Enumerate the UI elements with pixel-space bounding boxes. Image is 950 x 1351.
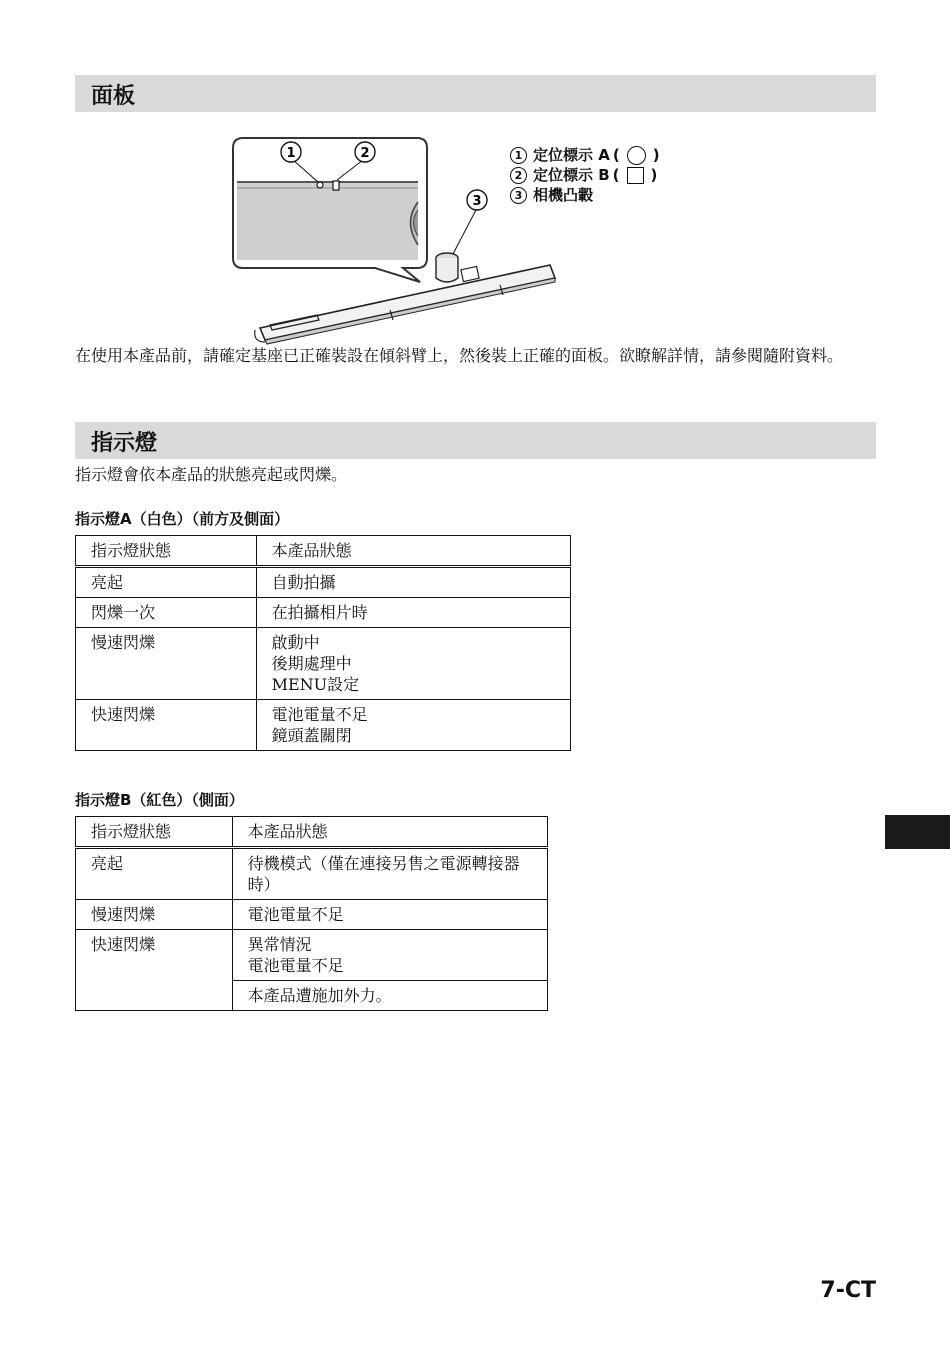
status-line: 電池電量不足 <box>271 705 368 724</box>
svg-text:2: 2 <box>360 146 370 161</box>
status-line: 鏡頭蓋關閉 <box>271 726 352 745</box>
indicator-b-table <box>75 816 548 1011</box>
state-cell: 閃爍一次 <box>76 598 257 628</box>
status-cell <box>256 628 570 700</box>
panel-instructions: 在使用本產品前，請確定基座已正確裝設在傾斜臂上，然後裝上正確的面板。欲瞭解詳情，請參閱隨附資料。 <box>75 346 844 365</box>
state-cell: 亮起 <box>76 567 257 598</box>
status-cell <box>232 930 547 981</box>
section-title: 指示燈 <box>91 431 158 456</box>
legend-label: 相機凸轂 <box>533 186 594 204</box>
header-cell: 指示燈狀態 <box>76 536 257 567</box>
section-header-panel <box>75 75 876 112</box>
table-row <box>76 700 571 751</box>
svg-text:1: 1 <box>286 146 296 161</box>
status-cell <box>256 598 570 628</box>
status-line: 啟動中 <box>271 633 320 652</box>
mark-b-square <box>333 181 339 190</box>
mark-a-circle <box>317 182 323 188</box>
legend-number: 1 <box>510 147 527 164</box>
legend-item <box>510 185 663 205</box>
section-title: 面板 <box>91 84 136 109</box>
status-line: 電池電量不足 <box>247 905 344 924</box>
legend-label: 定位標示 A <box>533 146 610 164</box>
status-cell <box>232 900 547 930</box>
table-row <box>76 900 548 930</box>
status-line: 後期處理中 <box>271 654 352 673</box>
state-cell: 快速閃爍 <box>76 930 233 1011</box>
table-header-row <box>76 536 571 567</box>
table-a-caption: 指示燈A（白色）（前方及側面） <box>75 510 290 528</box>
circle-symbol-icon <box>627 146 646 165</box>
table-b-caption: 指示燈B（紅色）（側面） <box>75 791 244 809</box>
status-cell <box>232 848 547 900</box>
status-cell <box>256 567 570 598</box>
status-line: 本產品遭施加外力。 <box>247 986 392 1005</box>
status-line: 在拍攝相片時 <box>271 603 368 622</box>
paren-close: ) <box>652 146 660 164</box>
legend-label: 定位標示 B <box>533 166 610 184</box>
legend-item <box>510 165 663 185</box>
legend-number: 2 <box>510 167 527 184</box>
header-cell: 指示燈狀態 <box>76 817 233 848</box>
table-header-row <box>76 817 548 848</box>
chapter-thumb-tab <box>885 815 950 849</box>
header-cell: 本產品狀態 <box>232 817 547 848</box>
status-line: MENU設定 <box>271 675 360 694</box>
table-row <box>76 567 571 598</box>
table-row <box>76 628 571 700</box>
paren-close: ) <box>650 166 658 184</box>
table-row <box>76 848 548 900</box>
header-cell: 本產品狀態 <box>256 536 570 567</box>
indicator-intro: 指示燈會依本產品的狀態亮起或閃爍。 <box>75 465 348 484</box>
status-line: 電池電量不足 <box>247 956 344 975</box>
zoom-panel-surface <box>237 182 418 260</box>
status-cell <box>232 981 547 1011</box>
status-line: 自動拍攝 <box>271 573 336 592</box>
square-symbol-icon <box>627 167 644 184</box>
svg-text:3: 3 <box>472 194 482 209</box>
state-cell: 慢速閃爍 <box>76 628 257 700</box>
legend-number: 3 <box>510 187 527 204</box>
status-cell <box>256 700 570 751</box>
state-cell: 快速閃爍 <box>76 700 257 751</box>
table-row <box>76 930 548 981</box>
paren-open: ( <box>612 166 620 184</box>
page-number: 7-CT <box>820 1278 876 1303</box>
status-line: 待機模式（僅在連接另售之電源轉接器時） <box>247 854 520 894</box>
indicator-a-table <box>75 535 571 751</box>
diagram-legend <box>510 145 663 205</box>
state-cell: 慢速閃爍 <box>76 900 233 930</box>
paren-open: ( <box>612 146 620 164</box>
state-cell: 亮起 <box>76 848 233 900</box>
table-row <box>76 598 571 628</box>
section-header-indicator <box>75 422 876 459</box>
status-line: 異常情況 <box>247 935 312 954</box>
legend-item <box>510 145 663 165</box>
